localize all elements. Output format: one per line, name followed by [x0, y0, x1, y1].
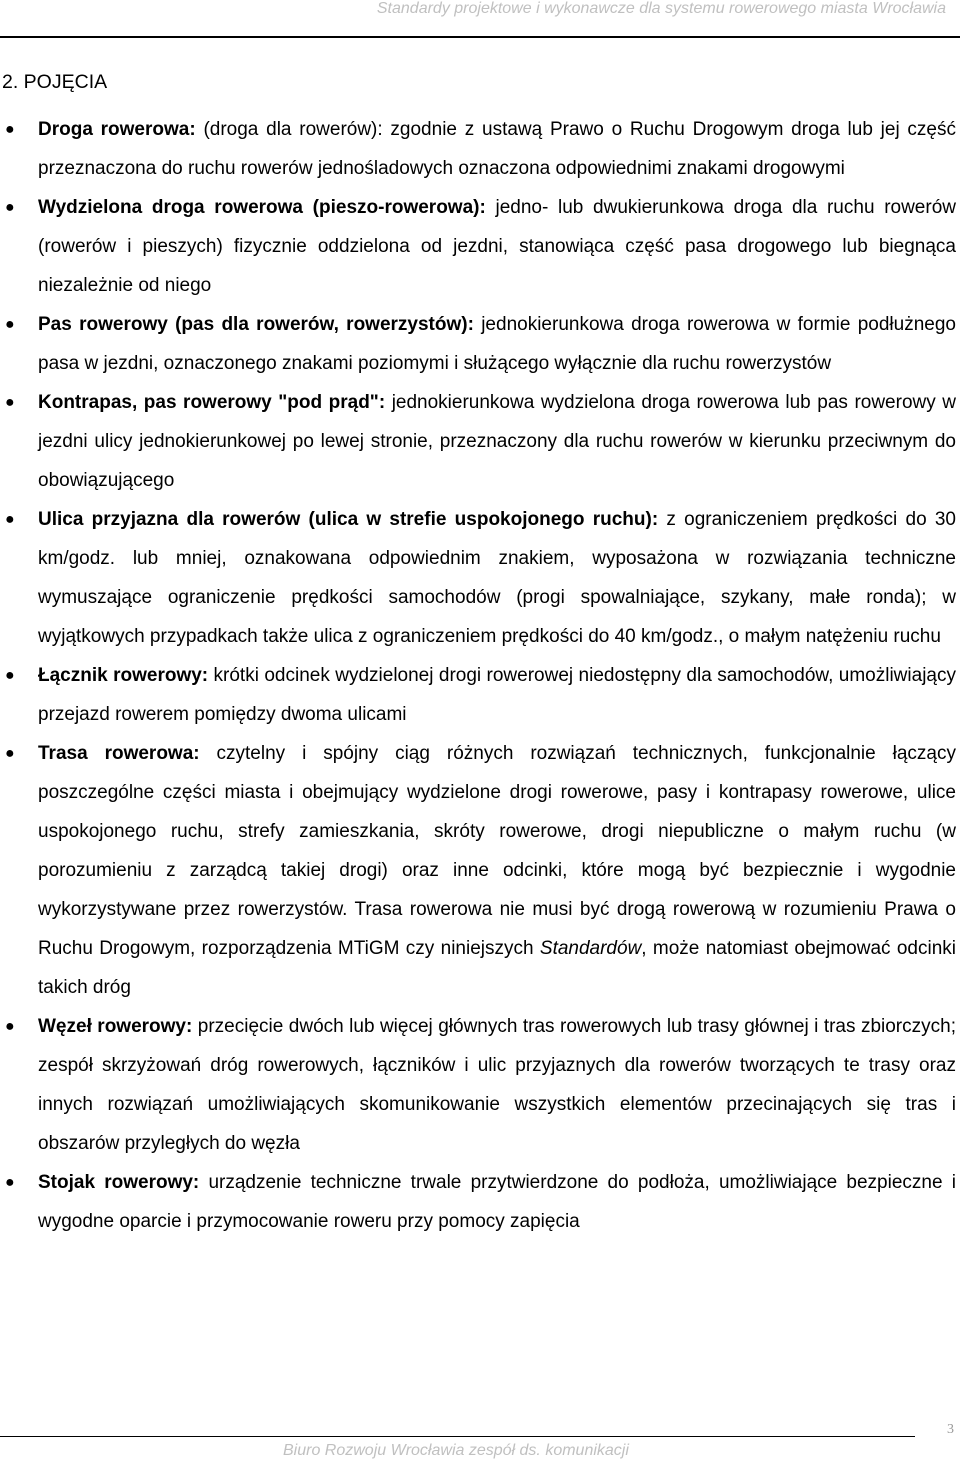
definition: urządzenie techniczne trwale przytwierdzone do podłoża, umożliwiające bezpieczne i wygodne oparcie i przymocowanie roweru przy pomocy zapięcia	[38, 1172, 956, 1232]
header-divider	[0, 36, 960, 38]
list-item	[5, 1163, 956, 1241]
term: Ulica przyjazna dla rowerów (ulica w strefie uspokojonego ruchu):	[38, 509, 659, 530]
term: Wydzielona droga rowerowa (pieszo-rowerowa):	[38, 197, 486, 218]
list-item	[5, 305, 956, 383]
page-header	[0, 0, 960, 38]
definition: z ograniczeniem prędkości do 30 km/godz. lub mniej, oznakowana odpowiednim znakiem, wyposażona w rozwiązania techniczne wymuszające ograniczenie prędkości samochodów (progi spowalniające, szykany, małe ronda); w wyjątkowych przypadkach także ulica z ograniczeniem prędkości do 40 km/godz., o małym natężeniu ruchu	[38, 509, 957, 647]
term: Kontrapas, pas rowerowy "pod prąd":	[38, 392, 386, 413]
bullet-icon: ●	[5, 316, 15, 333]
term: Pas rowerowy (pas dla rowerów, rowerzystów):	[38, 314, 474, 335]
bullet-icon: ●	[5, 1018, 15, 1035]
bullet-icon: ●	[5, 1174, 15, 1191]
list-item	[5, 110, 956, 188]
definition: przecięcie dwóch lub więcej głównych tras rowerowych lub trasy głównej i tras zbiorczych; zespół skrzyżowań dróg rowerowych, łączników i ulic przyjaznych dla rowerów tworzących te trasy oraz innych rozwiązań umożliwiających skomunikowanie wszystkich elementów przecinających się tras i obszarów przyległych do węzła	[38, 1016, 956, 1154]
section-title: 2. POJĘCIA	[2, 71, 108, 93]
definition: krótki odcinek wydzielonej drogi rowerowej niedostępny dla samochodów, umożliwiający przejazd rowerem pomiędzy dwoma ulicami	[38, 665, 956, 725]
bullet-icon: ●	[5, 511, 15, 528]
bullet-icon: ●	[5, 394, 15, 411]
definition-italic: Standardów	[539, 938, 642, 959]
term: Węzeł rowerowy:	[38, 1016, 193, 1037]
definition: jednokierunkowa droga rowerowa w formie podłużnego pasa w jezdni, oznaczonego znakami poziomymi i służącego wyłącznie dla ruchu rowerzystów	[38, 314, 956, 374]
footer-text: Biuro Rozwoju Wrocławia zespół ds. komunikacji	[283, 1442, 629, 1459]
definition-continued: , może natomiast obejmować odcinki takich dróg	[38, 938, 956, 998]
list-item	[5, 1007, 956, 1163]
header-title: Standardy projektowe i wykonawcze dla systemu rowerowego miasta Wrocławia	[376, 0, 946, 17]
list-item	[5, 500, 957, 656]
list-item	[5, 734, 957, 1007]
definition: czytelny i spójny ciąg różnych rozwiązań technicznych, funkcjonalnie łączący poszczególne części miasta i obejmujący wydzielone drogi rowerowe, pasy i kontrapasy rowerowe, ulice uspokojonego ruchu, strefy zamieszkania, skróty rowerowe, drogi niepubliczne o małym ruchu (w porozumieniu z zarządcą takiej drogi) oraz inne odcinki, które mogą być bezpiecznie i wygodnie wykorzystywane przez rowerzystów. Trasa rowerowa nie musi być drogą rowerową w rozumieniu Prawa o Ruchu Drogowym, rozporządzenia MTiGM czy niniejszych	[38, 743, 957, 959]
definition: jednokierunkowa wydzielona droga rowerowa lub pas rowerowy w jezdni ulicy jednokierunkowej po lewej stronie, przeznaczony dla ruchu rowerów w kierunku przeciwnym do obowiązującego	[38, 392, 956, 491]
term: Droga rowerowa:	[38, 119, 196, 140]
bullet-icon: ●	[5, 121, 15, 138]
definition: (droga dla rowerów): zgodnie z ustawą Prawo o Ruchu Drogowym droga lub jej część przeznaczona do ruchu rowerów jednośladowych oznaczona odpowiednimi znakami drogowymi	[38, 119, 956, 179]
list-item	[5, 383, 956, 500]
list-item	[5, 656, 956, 734]
footer-divider	[0, 1436, 915, 1437]
definition: jedno- lub dwukierunkowa droga dla ruchu rowerów (rowerów i pieszych) fizycznie oddzielona od jezdni, stanowiąca część pasa drogowego lub biegnąca niezależnie od niego	[38, 197, 956, 296]
list-item	[5, 188, 956, 305]
term: Trasa rowerowa:	[38, 743, 200, 764]
bullet-icon: ●	[5, 199, 15, 216]
term: Łącznik rowerowy:	[38, 665, 209, 686]
term: Stojak rowerowy:	[38, 1172, 200, 1193]
page-number: 3	[947, 1422, 954, 1437]
bullet-icon: ●	[5, 745, 15, 762]
bullet-icon: ●	[5, 667, 15, 684]
definitions-list	[0, 110, 960, 1241]
